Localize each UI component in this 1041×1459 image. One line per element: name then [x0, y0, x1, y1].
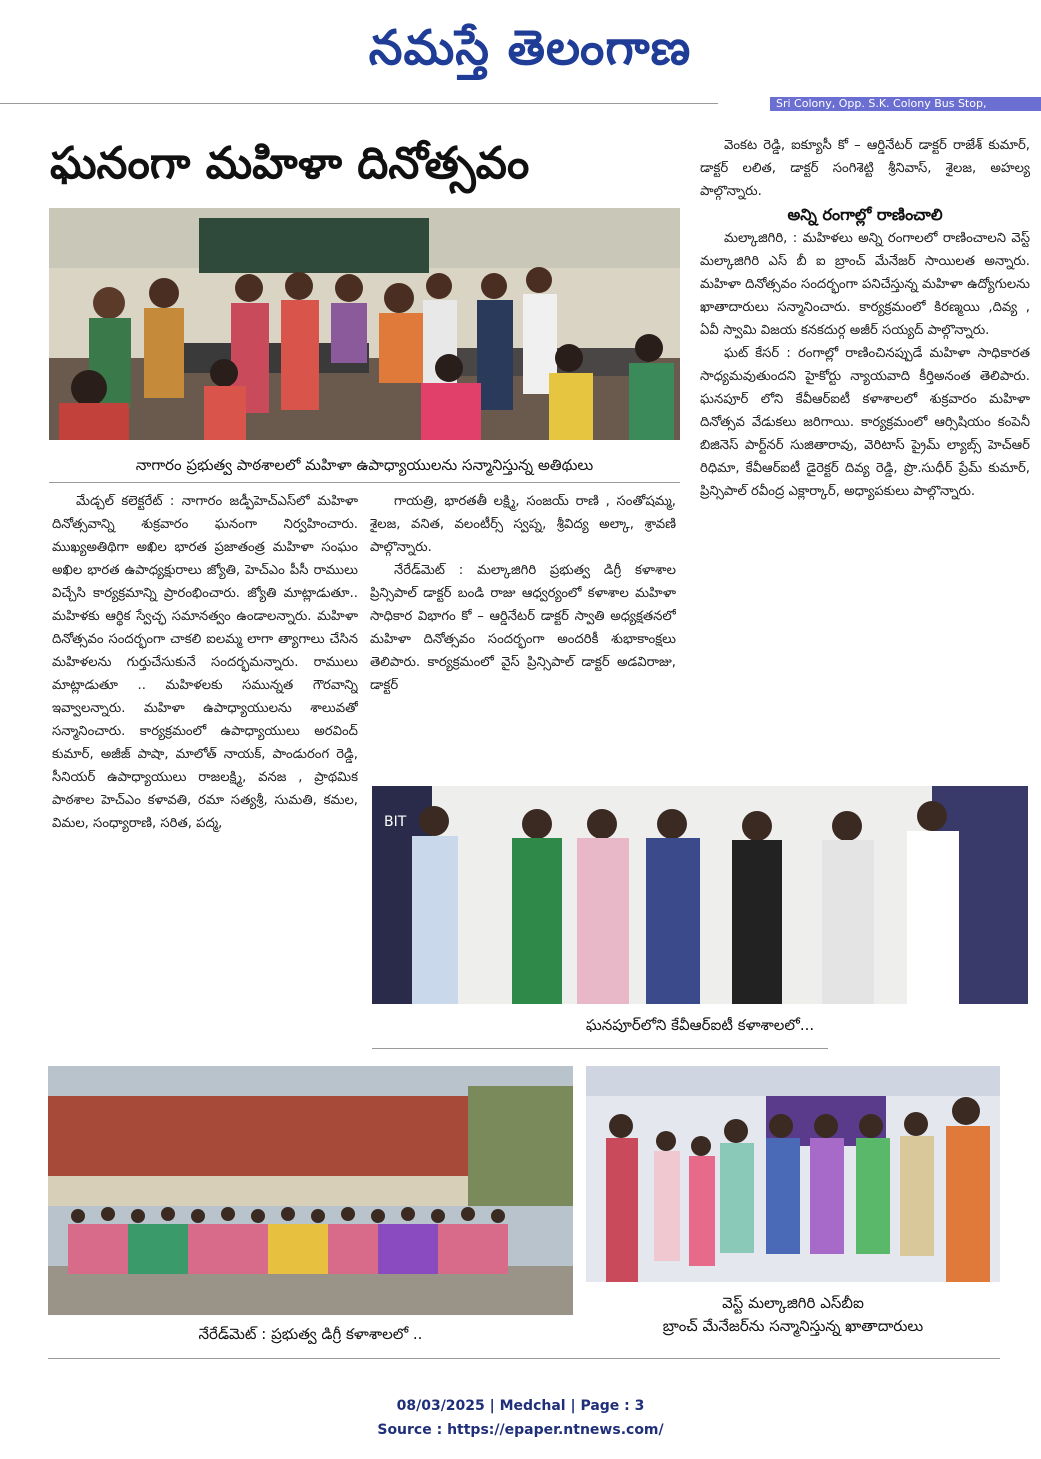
- photo4-caption-line2: బ్రాంచ్‌ మేనేజర్‌ను సన్మానిస్తున్న ఖాతాదారులు: [662, 1317, 924, 1335]
- photo3-caption: నేరేడ్‌మెట్‌ : ప్రభుత్వ డిగ్రీ కళాశాలలో ..: [198, 1325, 423, 1343]
- article-headline: ఘనంగా మహిళా దినోత్సవం: [50, 138, 530, 189]
- photo4-caption-line1: వెస్ట్‌ మల్కాజిగిరి ఎస్‌బీఐ: [722, 1294, 864, 1312]
- photo-classroom: [49, 208, 680, 440]
- column-3-text-c: ఘట్‌ కేసర్‌ : రంగాల్లో రాణించినప్పుడే మహిళా సాధికారత సాధ్యమవుతుందని హైకోర్టు న్యాయవాది కీర్తిఅనంత తెలిపారు. ఘనపూర్‌ లోని కేవీఆర్‌ఐటీ కళాశాలలో శుక్రవారం మహిళా దినోత్సవ వేడుకలు జరిగాయి. కార్యక్రమంలో ఆర్సిషియం కంపెనీ బిజినెస్‌ పార్ట్‌నర్‌ సుజితారావు, వెరిటాస్‌ ప్రైమ్‌ ల్యాబ్స్‌ హెచ్‌ఆర్‌ రిధిమా, కేవీఆర్‌ఐటీ డైరెక్టర్‌ దివ్య రెడ్డి, ప్రొ.సుధీర్‌ ప్రేమ్‌ కుమార్‌, ప్రిన్సిపాల్‌ రవీంద్ర ఎక్లార్కార్‌, అధ్యాపకులు పాల్గొన్నారు.: [700, 346, 1030, 499]
- photo-sbi-branch: [586, 1066, 1000, 1282]
- article-column-3: [700, 134, 1030, 774]
- footer-date-edition: 08/03/2025 | Medchal | Page : 3: [396, 1398, 645, 1414]
- article-column-1: [52, 490, 358, 1055]
- masthead-title: నమస్తే తెలంగాణ: [368, 20, 692, 76]
- column-2-text-b: నేరేడ్‌మెట్‌ : మల్కాజిగిరి ప్రభుత్వ డిగ్రీ కళాశాల ప్రిన్సిపాల్‌ డాక్టర్‌ బండి రాజు ఆధ్వర్యంలో కళాశాల మహిళా సాధికార విభాగం కో – ఆర్డినేటర్‌ డాక్టర్‌ స్వాతి అధ్యక్షతనలో మహిళా దినోత్సవం సందర్భంగా అందరికీ శుభాకాంక్షలు తెలిపారు. కార్యక్రమంలో వైస్‌ ప్రిన్సిపాల్‌ డాక్టర్‌ అడవిరాజు, డాక్టర్‌: [370, 563, 676, 693]
- column-2-text: గాయత్రి, భారతతీ లక్ష్మి, సంజయ్‌ రాణి , సంతోషమ్మ, శైలజ, వనిత, వలంటీర్స్‌ స్వప్న, శ్రీవిద్య అల్కా, శ్రావణి పాల్గొన్నారు.: [370, 494, 676, 555]
- footer-source: Source : https://epaper.ntnews.com/: [377, 1422, 664, 1438]
- column-1-text: మేడ్చల్‌ కలెక్టరేట్‌ : నాగారం జడ్పీహెచ్‌ఎస్‌లో మహిళా దినోత్సవాన్ని శుక్రవారం ఘనంగా నిర్వహించారు. ముఖ్యఅతిథిగా అఖిల భారత ప్రజాతంత్ర మహిళా సంఘం అఖిల భారత ఉపాధ్యక్షురాలు జ్యోతి, హెచ్‌ఎం పీసీ రాములు విచ్చేసి కార్యక్రమాన్ని ప్రారంభించారు. జ్యోతి మాట్లాడుతూ.. మహిళకు ఆర్థిక స్వేచ్ఛ సమానత్వం ఉండాలన్నారు. మహిళా దినోత్సవం సందర్భంగా చాకలి ఐలమ్మ లాగా త్యాగాలు చేసిన మహిళలను గుర్తుచేసుకునే సందర్భమన్నారు. రాములు మాట్లాడుతూ .. మహిళలకు సమున్నత గౌరవాన్ని ఇవ్వాలన్నారు. మహిళా ఉపాధ్యాయులను శాలువతో సన్మానించారు. కార్యక్రమంలో ఉపాధ్యాయులు అరవింద్‌ కుమార్‌, అజీజ్‌ పాషా, మాలోత్‌ నాయక్‌, పాండురంగ రెడ్డి, సీనియర్‌ ఉపాధ్యాయులు రాజలక్ష్మి, వనజ , ప్రాథమిక పాఠశాల హెచ్‌ఎం కళావతి, రమా సత్యశ్రీ, సుమతి, కమల, విమల, సంధ్యారాణి, సరిత, పద్మ,: [52, 494, 358, 831]
- photo-degree-college: [48, 1066, 573, 1315]
- banner-text: BIT: [384, 814, 407, 830]
- masthead-divider: [0, 103, 718, 104]
- photo2-caption: ఘనపూర్‌లోని కేవీఆర్‌ఐటీ కళాశాలలో...: [585, 1016, 815, 1034]
- column-3-text-b: మల్కాజిగిరి, : మహిళలు అన్ని రంగాలలో రాణించాలని వెస్ట్‌ మల్కాజిగిరి ఎస్‌ బీ ఐ బ్రాంచ్‌ మేనేజర్‌ సాయిలత అన్నారు. మహిళా దినోత్సవం సందర్భంగా పనిచేస్తున్న మహిళా ఉద్యోగులను ఖాతాదారులు సన్మానించారు. కార్యక్రమంలో కిరణ్మయి ,దివ్య , ఏవీ స్వామి విజయ కనకదుర్గ అజీర్‌ సయ్యద్‌ పాల్గొన్నారు.: [700, 231, 1030, 338]
- article-column-2: [370, 490, 676, 780]
- photo1-caption: నాగారం ప్రభుత్వ పాఠశాలలో మహిళా ఉపాధ్యాయులను సన్మానిస్తున్న అతిథులు: [135, 456, 594, 474]
- photo-kvrit-college: [372, 786, 1028, 1004]
- top-strip: Sri Colony, Opp. S.K. Colony Bus Stop,: [770, 97, 1041, 111]
- bottom-divider: [48, 1358, 1000, 1359]
- column-3-text: వెంకట రెడ్డి, ఐక్యూసీ కో – ఆర్డినేటర్‌ డాక్టర్‌ రాజేశ్‌ కుమార్‌, డాక్టర్‌ లలిత, డాక్టర్‌ సంగిశెట్టి శ్రీనివాస్‌, శైలజ, అహల్య పాల్గొన్నారు.: [700, 138, 1030, 199]
- article-subhead: అన్ని రంగాల్లో రాణించాలి: [787, 205, 943, 224]
- caption2-divider: [372, 1048, 828, 1049]
- caption1-divider: [49, 482, 680, 483]
